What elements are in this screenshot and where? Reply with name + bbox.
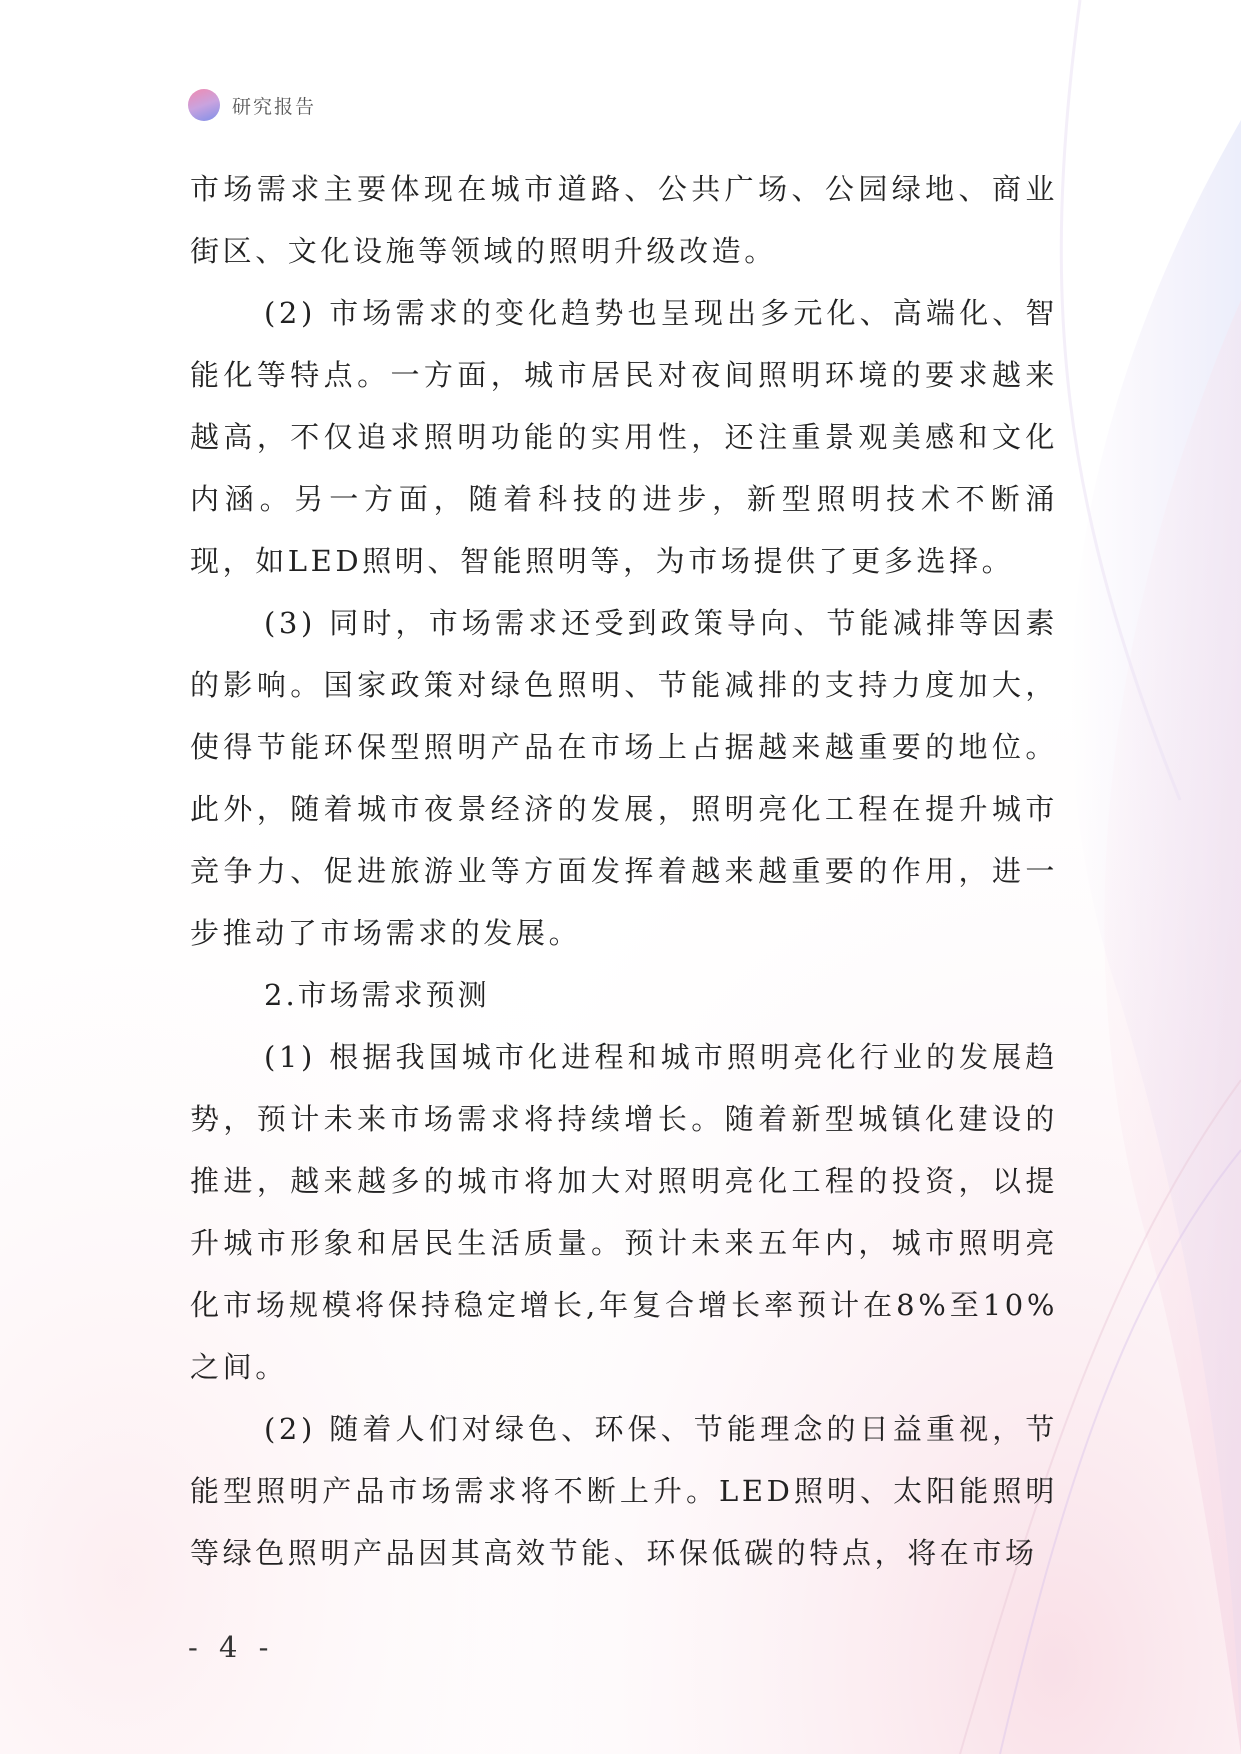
paragraph: (2) 市场需求的变化趋势也呈现出多元化、高端化、智能化等特点。一方面，城市居民对夜间照明环境的要求越来越高，不仅追求照明功能的实用性，还注重景观美感和文化内涵。另一方面，随着科技的进步，新型照明技术不断涌现，如LED照明、智能照明等，为市场提供了更多选择。 — [190, 296, 1058, 578]
paragraph: (2) 随着人们对绿色、环保、节能理念的日益重视，节能型照明产品市场需求将不断上升。LED照明、太阳能照明等绿色照明产品因其高效节能、环保低碳的特点，将在市场 — [190, 1412, 1058, 1570]
header-title: 研究报告 — [232, 95, 317, 118]
section-subheading: 2.市场需求预测 — [264, 978, 490, 1012]
paragraph: (3) 同时，市场需求还受到政策导向、节能减排等因素的影响。国家政策对绿色照明、节能减排的支持力度加大，使得节能环保型照明产品在市场上占据越来越重要的地位。此外，随着城市夜景经济的发展，照明亮化工程在提升城市竞争力、促进旅游业等方面发挥着越来越重要的作用，进一步推动了市场需求的发展。 — [190, 606, 1058, 950]
paragraph: (1) 根据我国城市化进程和城市照明亮化行业的发展趋势，预计未来市场需求将持续增长。随着新型城镇化建设的推进，越来越多的城市将加大对照明亮化工程的投资，以提升城市形象和居民生活质量。预计未来五年内，城市照明亮化市场规模将保持稳定增长,年复合增长率预计在8%至10%之间。 — [190, 1040, 1058, 1384]
logo-circle-icon — [188, 89, 220, 121]
report-header — [188, 88, 316, 122]
page-number: - 4 - — [188, 1630, 275, 1664]
paragraph: 市场需求主要体现在城市道路、公共广场、公园绿地、商业街区、文化设施等领域的照明升级改造。 — [190, 172, 1058, 268]
document-body — [190, 158, 1058, 1584]
